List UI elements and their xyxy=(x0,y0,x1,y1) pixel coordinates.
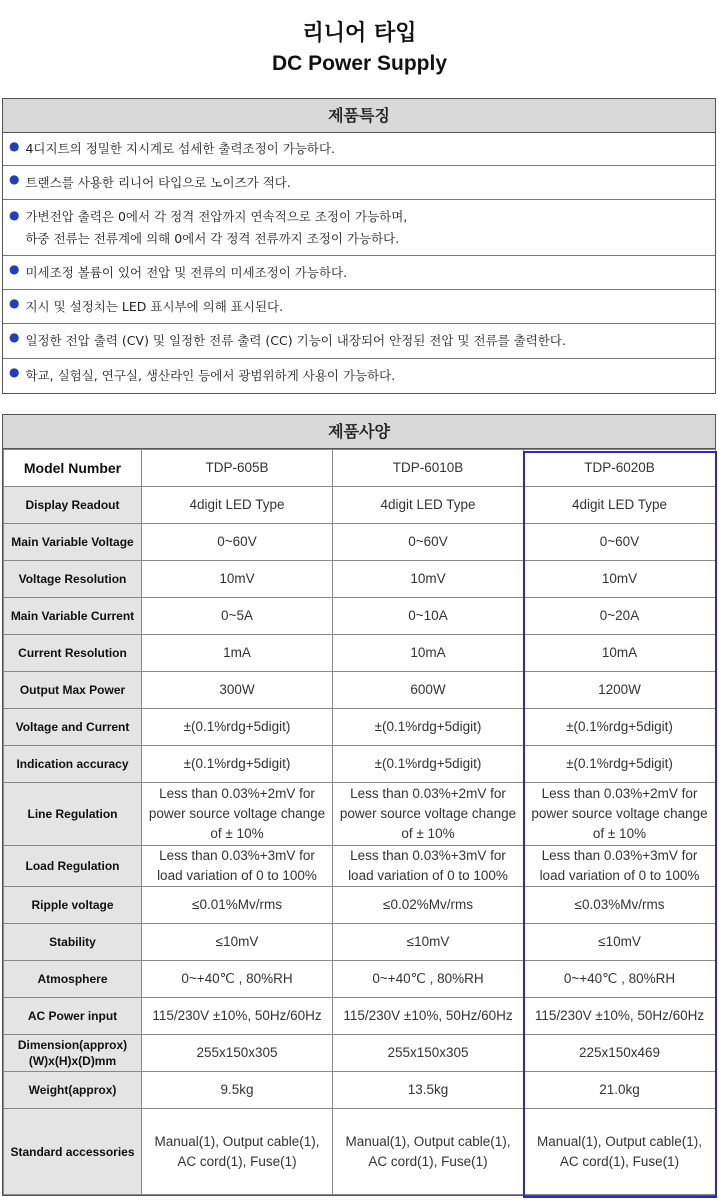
feature-text xyxy=(25,138,335,160)
spec-value-line: ±(0.1%rdg+5digit) xyxy=(183,719,291,734)
spec-value-line: AC cord(1), Fuse(1) xyxy=(559,1153,680,1169)
spec-value-line: 115/230V ±10%, 50Hz/60Hz xyxy=(534,1008,705,1023)
spec-value-line: 115/230V ±10%, 50Hz/60Hz xyxy=(152,1008,322,1023)
spec-value xyxy=(142,998,333,1035)
bullet-icon: ● xyxy=(9,208,20,222)
spec-value xyxy=(524,450,716,487)
spec-value-line: ±(0.1%rdg+5digit) xyxy=(566,719,673,734)
feature-text xyxy=(25,330,565,352)
spec-label xyxy=(4,783,142,846)
spec-value xyxy=(333,924,524,961)
spec-value-line: 13.5kg xyxy=(407,1082,449,1097)
spec-value xyxy=(142,746,333,783)
spec-value-line: 4digit LED Type xyxy=(380,497,476,512)
spec-value-line: load variation of 0 to 100% xyxy=(539,868,700,883)
spec-value xyxy=(524,1109,716,1195)
spec-value-line: 255x150x305 xyxy=(387,1045,469,1060)
spec-value xyxy=(524,524,716,561)
spec-value xyxy=(142,1109,333,1195)
spec-value xyxy=(524,635,716,672)
spec-label xyxy=(4,672,142,709)
feature-text xyxy=(25,365,395,387)
spec-value xyxy=(524,1072,716,1109)
spec-value xyxy=(333,672,524,709)
spec-value xyxy=(333,846,524,887)
spec-value-line: 0~+40℃ , 80%RH xyxy=(181,971,293,986)
spec-value-line: power source voltage change xyxy=(339,806,517,821)
spec-value-line: of ± 10% xyxy=(401,826,455,841)
spec-row xyxy=(4,672,716,709)
spec-value xyxy=(333,450,524,487)
features-list xyxy=(3,133,715,393)
spec-value-line: Less than 0.03%+3mV for xyxy=(541,848,698,863)
spec-value-line: 0~60V xyxy=(599,534,640,549)
spec-value-line: ≤10mV xyxy=(598,934,641,949)
spec-row xyxy=(4,783,716,846)
spec-value-line: TDP-605B xyxy=(205,460,269,475)
spec-value-line: 10mV xyxy=(601,571,638,586)
spec-value xyxy=(524,487,716,524)
spec-value xyxy=(333,709,524,746)
spec-value xyxy=(333,1072,524,1109)
spec-value-line: ±(0.1%rdg+5digit) xyxy=(374,719,482,734)
spec-row xyxy=(4,487,716,524)
spec-value-line: 0~+40℃ , 80%RH xyxy=(563,971,676,986)
spec-value-line: 1mA xyxy=(223,645,251,660)
spec-value-line: 21.0kg xyxy=(599,1082,640,1097)
page-title-english: DC Power Supply xyxy=(271,52,448,75)
spec-label xyxy=(4,961,142,998)
spec-value xyxy=(524,672,716,709)
spec-label-line: Load Regulation xyxy=(25,859,120,873)
spec-label-line: Model Number xyxy=(23,460,122,476)
spec-label-line: Standard accessories xyxy=(10,1144,135,1159)
spec-row xyxy=(4,450,716,487)
spec-value-line: power source voltage change xyxy=(531,806,708,821)
spec-row xyxy=(4,846,716,887)
spec-value-line: Less than 0.03%+3mV for xyxy=(350,848,506,863)
spec-row xyxy=(4,924,716,961)
spec-label-line: Indication accuracy xyxy=(16,757,129,771)
spec-value-line: TDP-6020B xyxy=(584,460,655,475)
spec-label-line: Current Resolution xyxy=(18,646,127,660)
spec-value xyxy=(524,1035,716,1072)
spec-value xyxy=(333,961,524,998)
page-title-korean: 리니어 타입 xyxy=(302,21,417,46)
spec-value-line: ≤0.03%Mv/rms xyxy=(574,897,665,912)
spec-value xyxy=(333,887,524,924)
feature-item xyxy=(3,359,715,393)
spec-value xyxy=(524,924,716,961)
spec-label xyxy=(4,635,142,672)
spec-value-line: 0~60V xyxy=(408,534,448,549)
spec-label xyxy=(4,561,142,598)
spec-row xyxy=(4,635,716,672)
spec-value-line: AC cord(1), Fuse(1) xyxy=(177,1153,297,1169)
spec-value-line: ±(0.1%rdg+5digit) xyxy=(183,756,291,771)
spec-label xyxy=(4,998,142,1035)
spec-value-line: AC cord(1), Fuse(1) xyxy=(368,1153,488,1169)
spec-value-line: 4digit LED Type xyxy=(189,497,285,512)
spec-label-line: Voltage Resolution xyxy=(18,572,127,586)
spec-table xyxy=(3,449,716,1195)
spec-value-line: TDP-6010B xyxy=(392,460,464,475)
spec-label-line: Voltage and Current xyxy=(15,720,130,734)
spec-value xyxy=(142,709,333,746)
spec-label-line: Dimension(approx) xyxy=(17,1038,128,1052)
spec-value-line: ±(0.1%rdg+5digit) xyxy=(566,756,673,771)
spec-label-line: Stability xyxy=(49,935,96,949)
spec-label-line: Main Variable Current xyxy=(10,609,135,623)
spec-value xyxy=(142,635,333,672)
spec-value xyxy=(524,887,716,924)
spec-value-line: ≤10mV xyxy=(215,934,259,949)
feature-text-line: 트랜스를 사용한 리니어 타입으로 노이즈가 적다. xyxy=(25,174,291,190)
spec-row xyxy=(4,887,716,924)
spec-value xyxy=(333,524,524,561)
spec-value-line: of ± 10% xyxy=(210,826,264,841)
spec-row xyxy=(4,598,716,635)
feature-item xyxy=(3,200,715,256)
spec-label xyxy=(4,887,142,924)
bullet-icon: ● xyxy=(9,139,20,153)
spec-label-line: Main Variable Voltage xyxy=(11,535,134,549)
spec-value xyxy=(142,672,333,709)
feature-text-line: 학교, 실험실, 연구실, 생산라인 등에서 광범위하게 사용이 가능하다. xyxy=(25,368,396,383)
bullet-icon: ● xyxy=(9,330,20,344)
spec-value xyxy=(142,1035,333,1072)
spec-row xyxy=(4,1072,716,1109)
spec-value-line: 0~60V xyxy=(217,534,257,549)
feature-item xyxy=(3,166,715,200)
feature-item xyxy=(3,133,715,166)
spec-value-line: power source voltage change xyxy=(148,806,326,821)
spec-value xyxy=(142,598,333,635)
feature-text xyxy=(25,296,283,318)
spec-value xyxy=(142,561,333,598)
spec-value-line: 0~10A xyxy=(408,608,448,623)
spec-value xyxy=(333,783,524,846)
spec-value-line: Less than 0.03%+2mV for xyxy=(541,786,698,801)
spec-label xyxy=(4,924,142,961)
spec-label-line: Weight(approx) xyxy=(28,1083,117,1097)
spec-row xyxy=(4,998,716,1035)
feature-text xyxy=(25,262,347,284)
spec-label xyxy=(4,1035,142,1072)
spec-value xyxy=(524,783,716,846)
spec-label xyxy=(4,450,142,487)
spec-label xyxy=(4,487,142,524)
spec-value xyxy=(524,961,716,998)
spec-value-line: 0~+40℃ , 80%RH xyxy=(372,971,484,986)
spec-value-line: Less than 0.03%+2mV for xyxy=(350,786,506,801)
spec-value xyxy=(524,598,716,635)
spec-value-line: Manual(1), Output cable(1), xyxy=(536,1133,703,1149)
spec-value xyxy=(142,487,333,524)
spec-value-line: 9.5kg xyxy=(220,1082,254,1097)
spec-value xyxy=(524,998,716,1035)
spec-value-line: Less than 0.03%+3mV for xyxy=(159,848,315,863)
spec-value-line: 0~20A xyxy=(599,608,640,623)
bullet-icon: ● xyxy=(9,296,20,310)
spec-label xyxy=(4,524,142,561)
spec-heading: 제품사양 xyxy=(3,415,715,449)
spec-value xyxy=(333,1035,524,1072)
spec-value-line: 115/230V ±10%, 50Hz/60Hz xyxy=(343,1008,513,1023)
spec-value xyxy=(524,561,716,598)
spec-section xyxy=(2,414,716,1196)
spec-row xyxy=(4,1109,716,1195)
spec-value-line: 0~5A xyxy=(221,608,253,623)
spec-value xyxy=(142,524,333,561)
spec-value xyxy=(524,846,716,887)
spec-value xyxy=(333,561,524,598)
features-heading: 제품특징 xyxy=(3,99,715,133)
features-section xyxy=(2,98,716,394)
spec-value-line: 225x150x469 xyxy=(578,1045,661,1060)
spec-value-line: 10mA xyxy=(410,645,446,660)
feature-text-line: 가변전압 출력은 0에서 각 정격 전압까지 연속적으로 조정이 가능하며, xyxy=(25,208,408,224)
spec-value-line: 255x150x305 xyxy=(196,1045,278,1060)
feature-text-line: 4디지트의 정밀한 지시계로 섬세한 출력조정이 가능하다. xyxy=(25,141,336,156)
spec-value xyxy=(142,450,333,487)
spec-value-line: load variation of 0 to 100% xyxy=(348,868,508,883)
spec-value-line: 10mV xyxy=(410,571,446,586)
feature-item xyxy=(3,256,715,290)
feature-text-line: 지시 및 설정치는 LED 표시부에 의해 표시된다. xyxy=(25,298,284,314)
spec-label-line: Output Max Power xyxy=(19,683,126,697)
feature-text-line: 일정한 전압 출력 (CV) 및 일정한 전류 출력 (CC) 기능이 내장되어 안정된 전압 및 전류를 출력한다. xyxy=(25,333,566,348)
spec-label xyxy=(4,746,142,783)
spec-row xyxy=(4,746,716,783)
spec-label-line: Atmosphere xyxy=(37,972,108,986)
spec-value-line: ±(0.1%rdg+5digit) xyxy=(374,756,482,771)
spec-value-line: Manual(1), Output cable(1), xyxy=(154,1133,320,1149)
spec-label xyxy=(4,846,142,887)
spec-value-line: Manual(1), Output cable(1), xyxy=(345,1133,511,1149)
spec-value xyxy=(142,924,333,961)
spec-value xyxy=(524,746,716,783)
spec-label-line: Line Regulation xyxy=(27,807,118,821)
spec-label-line: AC Power input xyxy=(27,1009,118,1023)
spec-label xyxy=(4,1072,142,1109)
spec-value xyxy=(333,635,524,672)
feature-text-line: 미세조정 볼륨이 있어 전압 및 전류의 미세조정이 가능하다. xyxy=(25,264,348,280)
spec-label xyxy=(4,598,142,635)
bullet-icon: ● xyxy=(9,172,20,186)
spec-value-line: load variation of 0 to 100% xyxy=(157,868,317,883)
spec-value xyxy=(142,783,333,846)
spec-value xyxy=(333,1109,524,1195)
spec-value-line: ≤0.02%Mv/rms xyxy=(383,897,473,912)
spec-value-line: 4digit LED Type xyxy=(571,497,668,512)
spec-value-line: 300W xyxy=(219,682,255,697)
spec-value xyxy=(333,487,524,524)
spec-label-line: Ripple voltage xyxy=(31,898,114,912)
spec-label-line: Display Readout xyxy=(25,498,120,512)
spec-label-line: (W)x(H)x(D)mm xyxy=(28,1054,117,1068)
spec-label xyxy=(4,709,142,746)
feature-text-line: 하중 전류는 전류계에 의해 0에서 각 정격 전류까지 조정이 가능하다. xyxy=(25,230,400,246)
spec-value xyxy=(333,998,524,1035)
spec-value-line: 10mV xyxy=(219,571,255,586)
spec-row xyxy=(4,561,716,598)
spec-label xyxy=(4,1109,142,1195)
feature-item xyxy=(3,290,715,324)
feature-text xyxy=(25,206,407,250)
spec-value-line: ≤10mV xyxy=(406,934,450,949)
spec-row xyxy=(4,709,716,746)
spec-value xyxy=(524,709,716,746)
spec-row xyxy=(4,1035,716,1072)
spec-row xyxy=(4,524,716,561)
spec-value xyxy=(333,598,524,635)
spec-value xyxy=(142,846,333,887)
spec-value-line: 10mA xyxy=(601,645,638,660)
spec-value-line: Less than 0.03%+2mV for xyxy=(159,786,315,801)
spec-value-line: 1200W xyxy=(598,682,641,697)
bullet-icon: ● xyxy=(9,365,20,379)
spec-row xyxy=(4,961,716,998)
bullet-icon: ● xyxy=(9,262,20,276)
spec-value xyxy=(333,746,524,783)
feature-item xyxy=(3,324,715,359)
spec-value-line: of ± 10% xyxy=(592,826,647,841)
spec-value-line: 600W xyxy=(410,682,446,697)
spec-value xyxy=(142,887,333,924)
spec-value-line: ≤0.01%Mv/rms xyxy=(192,897,282,912)
spec-value xyxy=(142,961,333,998)
feature-text xyxy=(25,172,290,194)
spec-value xyxy=(142,1072,333,1109)
